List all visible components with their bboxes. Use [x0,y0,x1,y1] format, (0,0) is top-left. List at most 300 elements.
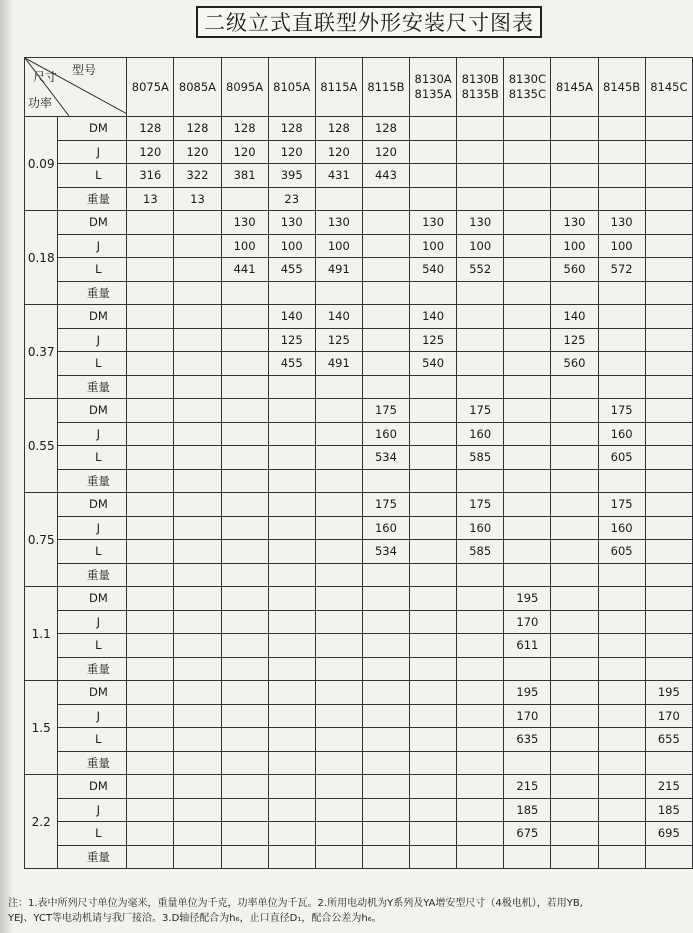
value-cell [410,704,457,728]
value-cell [362,258,409,282]
value-cell [268,704,315,728]
value-cell [457,845,504,869]
value-cell [221,352,268,376]
value-cell [551,587,598,611]
value-cell [221,845,268,869]
value-cell [598,328,645,352]
value-cell [598,728,645,752]
corner-header-cell [25,58,127,117]
value-cell: 125 [551,328,598,352]
model-header: 8130A 8135A [410,58,457,117]
dimension-label-cell: 重量 [58,281,127,305]
value-cell [504,845,551,869]
value-cell [598,563,645,587]
model-header: 8085A [174,58,221,117]
value-cell [551,540,598,564]
value-cell [551,469,598,493]
value-cell [645,187,692,211]
value-cell [645,634,692,658]
value-cell: 395 [268,164,315,188]
value-cell: 195 [504,681,551,705]
model-header: 8145C [645,58,692,117]
value-cell: 160 [457,516,504,540]
value-cell [221,775,268,799]
value-cell [645,845,692,869]
value-cell [174,587,221,611]
value-cell [362,352,409,376]
dimension-label-cell: DM [58,117,127,141]
power-cell: 1.5 [25,681,58,775]
value-cell [268,610,315,634]
value-cell [598,305,645,329]
value-cell [457,751,504,775]
value-cell [598,822,645,846]
value-cell [410,563,457,587]
value-cell [410,422,457,446]
value-cell: 160 [362,422,409,446]
value-cell [362,610,409,634]
value-cell [221,187,268,211]
dimension-label-cell: 重量 [58,845,127,869]
value-cell: 675 [504,822,551,846]
model-header: 8095A [221,58,268,117]
value-cell [174,822,221,846]
table-row [25,211,693,235]
value-cell [551,657,598,681]
value-cell [127,305,174,329]
value-cell: 552 [457,258,504,282]
value-cell: 534 [362,446,409,470]
dimension-label-cell: 重量 [58,187,127,211]
value-cell: 130 [268,211,315,235]
value-cell [221,634,268,658]
table-row [25,610,693,634]
table-row [25,775,693,799]
value-cell [174,305,221,329]
value-cell [645,117,692,141]
value-cell [315,422,362,446]
value-cell [645,399,692,423]
book-spine-shadow [0,0,12,933]
value-cell [174,563,221,587]
value-cell [598,634,645,658]
value-cell [362,469,409,493]
value-cell [268,375,315,399]
value-cell: 635 [504,728,551,752]
dimension-label-cell: L [58,540,127,564]
table-row [25,657,693,681]
value-cell [127,540,174,564]
value-cell [504,540,551,564]
model-header: 8105A [268,58,315,117]
value-cell [362,634,409,658]
dimension-label-cell: DM [58,399,127,423]
value-cell [315,540,362,564]
dimension-label-cell: L [58,164,127,188]
table-row [25,422,693,446]
value-cell [174,446,221,470]
value-cell [504,140,551,164]
value-cell [645,328,692,352]
value-cell [315,563,362,587]
value-cell [221,563,268,587]
value-cell [457,328,504,352]
power-cell: 2.2 [25,775,58,869]
footnote-line-1: 注：1.表中所列尺寸单位为毫米，重量单位为千克，功率单位为千瓦。2.所用电动机为Y系列及YA增安型尺寸（4极电机），若用YB, [8,898,583,909]
dimension-label-cell: DM [58,587,127,611]
value-cell [457,563,504,587]
value-cell [362,751,409,775]
table-row [25,399,693,423]
value-cell [127,681,174,705]
table-row [25,469,693,493]
dimension-label-cell: J [58,798,127,822]
value-cell [410,822,457,846]
value-cell: 185 [504,798,551,822]
power-cell: 0.18 [25,211,58,305]
value-cell [410,469,457,493]
value-cell: 128 [174,117,221,141]
value-cell [457,798,504,822]
value-cell: 455 [268,258,315,282]
value-cell [362,234,409,258]
value-cell [221,587,268,611]
value-cell [221,399,268,423]
value-cell [551,681,598,705]
value-cell [457,728,504,752]
value-cell: 140 [410,305,457,329]
model-header: 8115B [362,58,409,117]
value-cell [645,516,692,540]
value-cell: 170 [504,704,551,728]
value-cell [315,399,362,423]
value-cell [504,258,551,282]
dimension-label-cell: L [58,728,127,752]
value-cell [362,681,409,705]
value-cell [174,845,221,869]
dimension-label-cell: DM [58,211,127,235]
value-cell: 655 [645,728,692,752]
value-cell [551,775,598,799]
value-cell: 120 [362,140,409,164]
value-cell: 185 [645,798,692,822]
value-cell [645,540,692,564]
value-cell [551,610,598,634]
header-row [25,58,693,117]
value-cell: 534 [362,540,409,564]
value-cell: 140 [268,305,315,329]
dimension-label-cell: J [58,704,127,728]
value-cell: 170 [504,610,551,634]
value-cell [362,305,409,329]
dimension-label-cell: DM [58,681,127,705]
value-cell [551,446,598,470]
value-cell [645,258,692,282]
value-cell [551,751,598,775]
value-cell [362,822,409,846]
value-cell [268,281,315,305]
value-cell [362,328,409,352]
value-cell [362,775,409,799]
value-cell [127,798,174,822]
value-cell [551,845,598,869]
table-body [25,117,693,869]
value-cell: 175 [598,493,645,517]
dimension-label-cell: DM [58,493,127,517]
value-cell [268,469,315,493]
value-cell [551,493,598,517]
value-cell [598,469,645,493]
value-cell: 130 [598,211,645,235]
value-cell [551,634,598,658]
value-cell [127,375,174,399]
value-cell: 175 [457,399,504,423]
value-cell: 120 [127,140,174,164]
dimension-label-cell: J [58,140,127,164]
value-cell: 316 [127,164,174,188]
value-cell [127,422,174,446]
dimension-label-cell: DM [58,775,127,799]
value-cell: 100 [268,234,315,258]
value-cell: 23 [268,187,315,211]
value-cell [598,140,645,164]
value-cell [598,751,645,775]
value-cell [410,164,457,188]
value-cell [645,140,692,164]
value-cell: 585 [457,540,504,564]
value-cell [174,798,221,822]
value-cell [127,610,174,634]
value-cell [221,469,268,493]
value-cell [221,305,268,329]
value-cell: 195 [645,681,692,705]
value-cell [598,798,645,822]
value-cell: 170 [645,704,692,728]
value-cell [551,281,598,305]
value-cell [504,164,551,188]
value-cell [127,281,174,305]
footnote-line-2: YEJ、YCT等电动机请与我厂接洽。3.D轴径配合为h₆，止口直径D₁，配合公差为h₆。 [8,913,382,924]
value-cell [268,822,315,846]
dimension-label-cell: L [58,258,127,282]
value-cell [457,704,504,728]
dimension-label-cell: J [58,328,127,352]
value-cell [410,140,457,164]
table-row [25,516,693,540]
table-row [25,751,693,775]
value-cell [410,540,457,564]
value-cell [221,657,268,681]
value-cell [127,728,174,752]
value-cell [315,657,362,681]
value-cell [221,446,268,470]
model-header: 8130B 8135B [457,58,504,117]
value-cell [410,775,457,799]
value-cell [410,845,457,869]
value-cell: 572 [598,258,645,282]
value-cell [645,446,692,470]
value-cell: 100 [457,234,504,258]
value-cell [315,751,362,775]
footnote [8,896,692,926]
table-row [25,140,693,164]
value-cell [362,375,409,399]
value-cell [504,563,551,587]
value-cell [551,375,598,399]
value-cell: 100 [315,234,362,258]
value-cell [174,399,221,423]
value-cell [315,704,362,728]
value-cell [174,634,221,658]
value-cell [315,446,362,470]
value-cell [174,211,221,235]
table-row [25,681,693,705]
value-cell [457,117,504,141]
value-cell [410,634,457,658]
power-cell: 0.37 [25,305,58,399]
value-cell: 605 [598,540,645,564]
value-cell [315,775,362,799]
value-cell [268,657,315,681]
value-cell: 175 [362,399,409,423]
value-cell [127,587,174,611]
dimension-table [24,57,693,869]
value-cell [221,328,268,352]
value-cell: 125 [268,328,315,352]
value-cell [551,704,598,728]
value-cell [410,728,457,752]
value-cell [174,728,221,752]
power-cell: 0.75 [25,493,58,587]
value-cell [174,281,221,305]
value-cell: 441 [221,258,268,282]
value-cell: 100 [410,234,457,258]
value-cell: 560 [551,352,598,376]
value-cell [410,187,457,211]
value-cell [504,422,551,446]
value-cell [362,281,409,305]
value-cell [127,493,174,517]
value-cell [268,775,315,799]
value-cell [504,469,551,493]
value-cell [315,681,362,705]
value-cell [551,822,598,846]
value-cell [410,610,457,634]
value-cell [174,469,221,493]
value-cell [645,305,692,329]
value-cell [174,610,221,634]
value-cell [645,211,692,235]
value-cell [315,822,362,846]
value-cell: 195 [504,587,551,611]
value-cell [362,798,409,822]
value-cell [645,281,692,305]
dimension-label-cell: L [58,822,127,846]
value-cell [315,493,362,517]
value-cell [268,587,315,611]
table-row [25,234,693,258]
value-cell [598,281,645,305]
value-cell [645,352,692,376]
table-row [25,540,693,564]
value-cell [268,399,315,423]
value-cell: 128 [268,117,315,141]
value-cell [127,775,174,799]
value-cell [504,352,551,376]
value-cell: 540 [410,352,457,376]
dimension-label-cell: 重量 [58,375,127,399]
value-cell [410,516,457,540]
value-cell [127,845,174,869]
value-cell [645,751,692,775]
value-cell [504,751,551,775]
value-cell [268,446,315,470]
dimension-label-cell: 重量 [58,563,127,587]
value-cell [362,211,409,235]
value-cell [457,281,504,305]
value-cell [315,798,362,822]
value-cell [504,328,551,352]
value-cell [268,540,315,564]
value-cell: 605 [598,446,645,470]
value-cell [410,375,457,399]
table-row [25,305,693,329]
value-cell [504,305,551,329]
value-cell [127,446,174,470]
value-cell [362,587,409,611]
table-row [25,728,693,752]
value-cell [174,657,221,681]
value-cell [504,657,551,681]
value-cell [645,422,692,446]
table-row [25,187,693,211]
value-cell [221,822,268,846]
value-cell [598,845,645,869]
value-cell [315,516,362,540]
value-cell [127,657,174,681]
value-cell [268,728,315,752]
value-cell [504,399,551,423]
value-cell [551,117,598,141]
value-cell [127,328,174,352]
value-cell [221,681,268,705]
table-row [25,798,693,822]
table-row [25,587,693,611]
value-cell [174,493,221,517]
value-cell: 130 [551,211,598,235]
value-cell [504,493,551,517]
value-cell [645,234,692,258]
value-cell: 130 [457,211,504,235]
value-cell [457,140,504,164]
table-row [25,704,693,728]
value-cell [315,587,362,611]
dimension-label-cell: J [58,422,127,446]
value-cell [315,610,362,634]
value-cell [268,681,315,705]
value-cell [457,164,504,188]
value-cell [504,375,551,399]
model-header: 8145A [551,58,598,117]
value-cell: 491 [315,258,362,282]
value-cell [457,775,504,799]
corner-model-label: 型号 [72,63,97,77]
value-cell [645,587,692,611]
dimension-label-cell: 重量 [58,469,127,493]
value-cell: 611 [504,634,551,658]
value-cell [645,469,692,493]
value-cell: 160 [598,516,645,540]
